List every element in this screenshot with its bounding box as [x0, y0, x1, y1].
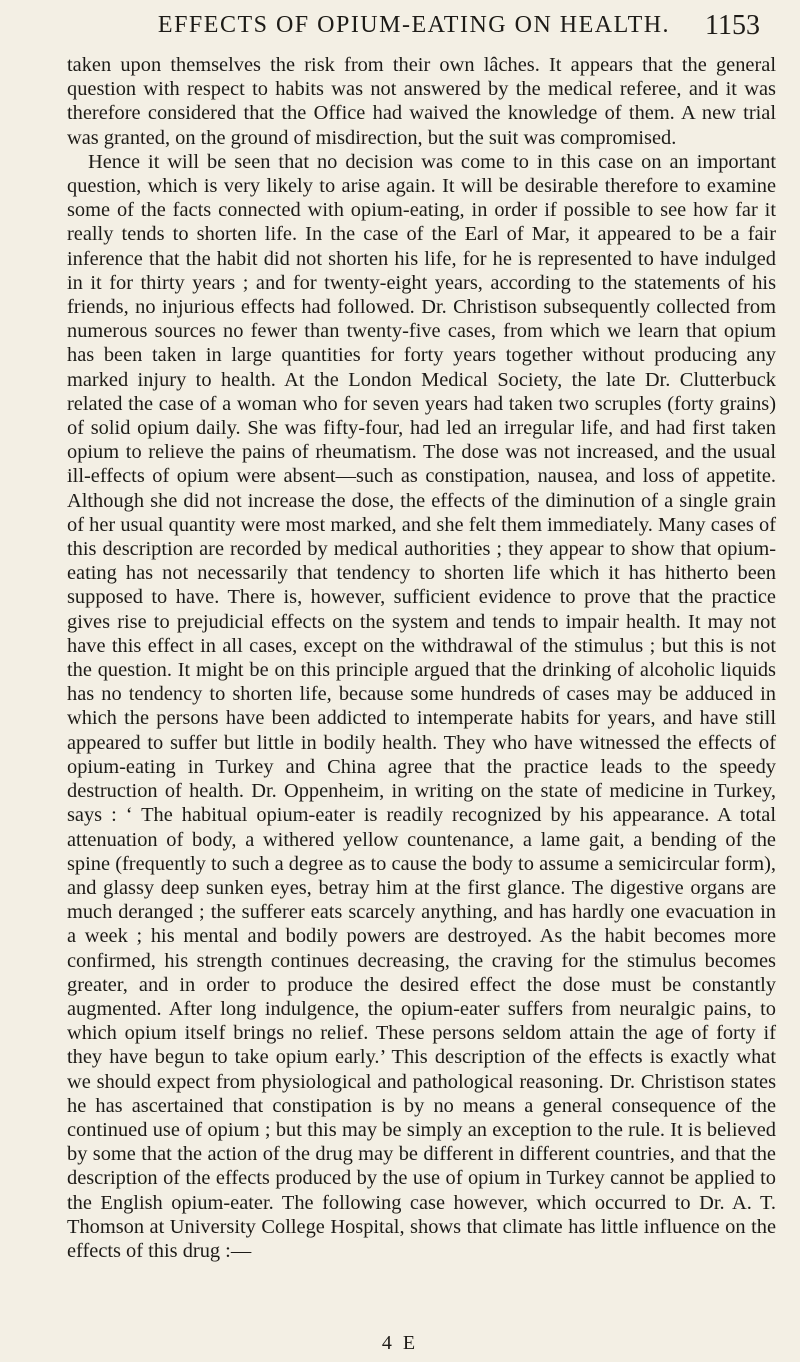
body-text — [67, 53, 776, 1263]
running-title: EFFECTS OF OPIUM-EATING ON HEALTH. — [157, 12, 671, 38]
signature-mark: 4 E — [381, 1332, 419, 1354]
page-number: 1153 — [705, 10, 760, 41]
running-head — [68, 10, 760, 48]
paragraph-continued: taken upon themselves the risk from their own lâches. It appears that the general question with respect to habits was not answered by the medical referee, and it was therefore considered that the Office had waived the knowledge of them. A new trial was granted, on the ground of misdirection, but the suit was compromised. — [67, 54, 776, 149]
paragraph: Hence it will be seen that no decision was come to in this case on an important question, which is very likely to arise again. It will be desirable therefore to examine some of the facts connected with opium-eating, in order if possible to see how far it really tends to shorten life. In the case of the Earl of Mar, it appeared to be a fair inference that the habit did not shorten his life, for he is represented to have indulged in it for thirty years ; and for twenty-eight years, according to the statements of his friends, no injurious effects had followed. Dr. Christison subsequently collected from numerous sources no fewer than twenty-five cases, from which we learn that opium has been taken in large quantities for forty years together without producing any marked injury to health. At the London Medical Society, the late Dr. Clutterbuck related the case of a woman who for seven years had taken two scruples (forty grains) of solid opium daily. She was fifty-four, had led an irregular life, and had first taken opium to relieve the pains of rheumatism. The dose was not increased, and the usual ill-effects of opium were absent—such as constipation, nausea, and loss of appetite. Although she did not increase the dose, the effects of the diminution of a single grain of her usual quantity were most marked, and she felt them immediately. Many cases of this description are recorded by medical authorities ; they appear to show that opium-eating has not necessarily that tendency to shorten life which it has hitherto been supposed to have. There is, however, sufficient evidence to prove that the practice gives rise to prejudicial effects on the system and tends to impair health. It may not have this effect in all cases, except on the withdrawal of the stimulus ; but this is not the question. It might be on this principle argued that the drinking of alcoholic liquids has no tendency to shorten life, because some hundreds of cases may be adduced in which the persons have been addicted to intemperate habits for years, and have still appeared to suffer but little in bodily health. They who have witnessed the effects of opium-eating in Turkey and China agree that the practice leads to the speedy destruction of health. Dr. Oppenheim, in writing on the state of medicine in Turkey, says : ‘ The habitual opium-eater is readily recognized by his appearance. A total attenuation of body, a withered yellow countenance, a lame gait, a bending of the spine (frequently to such a degree as to cause the body to assume a semicircular form), and glassy deep sunken eyes, betray him at the first glance. The digestive organs are much deranged ; the sufferer eats scarcely anything, and has hardly one evacuation in a week ; his mental and bodily powers are destroyed. As the habit becomes more confirmed, his strength continues decreasing, the craving for the stimulus becomes greater, and in order to produce the desired effect the dose must be constantly augmented. After long indulgence, the opium-eater suffers from neuralgic pains, to which opium itself brings no relief. These persons seldom attain the age of forty if they have begun to take opium early.’ This description of the effects is exactly what we should expect from physiological and pathological reasoning. Dr. Christison states he has ascertained that constipation is by no means a general consequence of the continued use of opium ; but this may be simply an exception to the rule. It is believed by some that the action of the drug may be different in different countries, and that the description of the effects produced by the use of opium in Turkey cannot be applied to the English opium-eater. The following case however, which occurred to Dr. A. T. Thomson at University College Hospital, shows that climate has little influence on the effects of this drug :— — [67, 150, 776, 1262]
